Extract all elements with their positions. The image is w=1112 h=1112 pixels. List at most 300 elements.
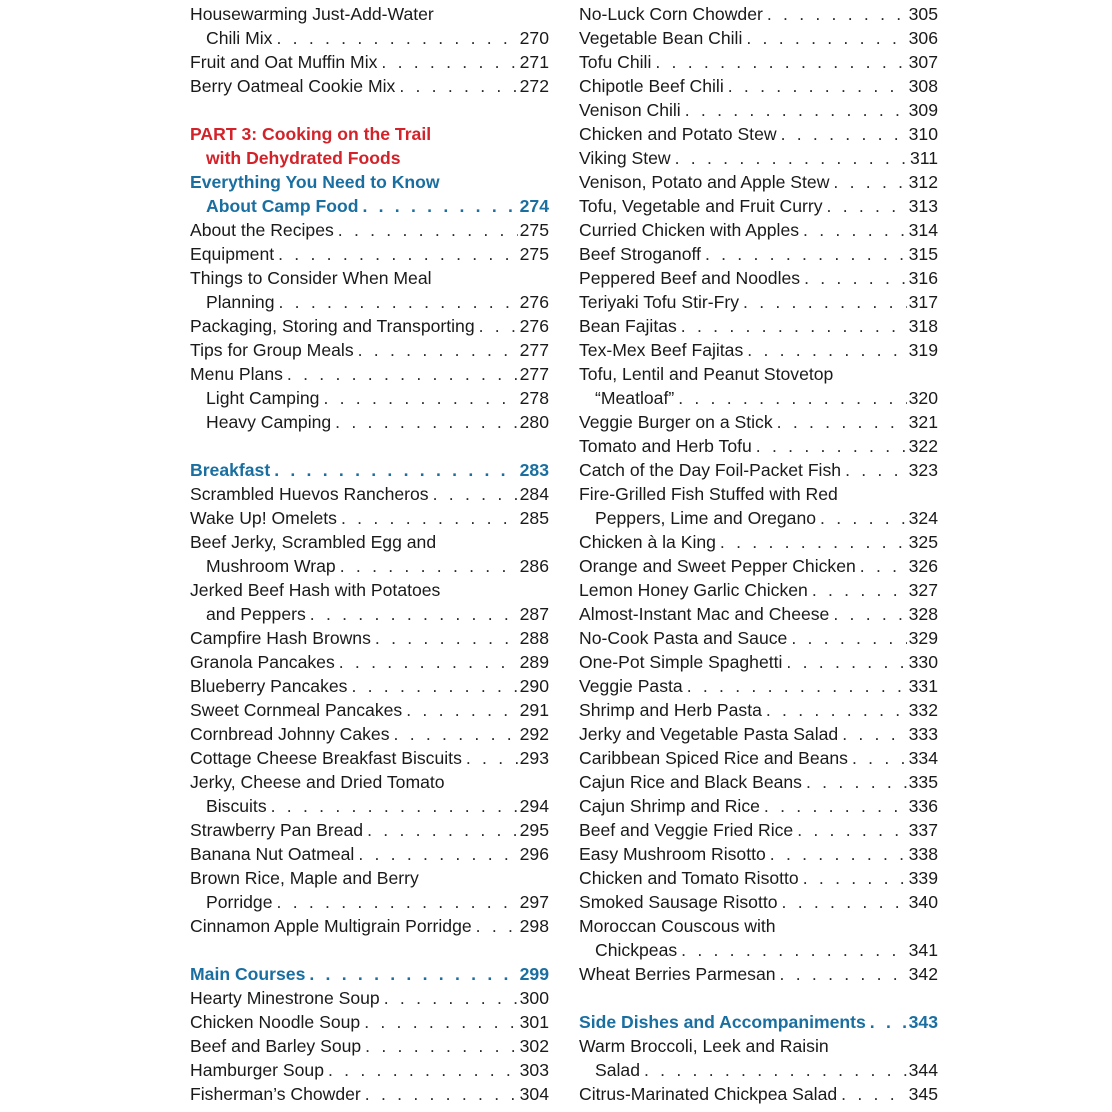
dot-leader xyxy=(770,842,907,866)
page-number: 317 xyxy=(908,292,938,312)
page-number: 277 xyxy=(519,340,549,360)
dot-leader xyxy=(375,626,518,650)
entry-title: Banana Nut Oatmeal xyxy=(190,844,355,864)
toc-entry xyxy=(190,1034,549,1058)
dot-leader xyxy=(365,1082,518,1106)
dot-leader xyxy=(685,98,907,122)
dot-leader xyxy=(323,386,517,410)
toc-entry xyxy=(579,242,938,266)
entry-title: Wheat Berries Parmesan xyxy=(579,964,776,984)
toc-entry xyxy=(579,170,938,194)
toc-entry xyxy=(190,890,549,914)
dot-leader xyxy=(845,458,907,482)
dot-leader xyxy=(797,818,906,842)
dot-leader xyxy=(340,554,518,578)
toc-entry xyxy=(190,650,549,674)
dot-leader xyxy=(720,530,907,554)
entry-title: Jerked Beef Hash with Potatoes xyxy=(190,580,441,600)
entry-title: Viking Stew xyxy=(579,148,671,168)
entry-title: Bean Fajitas xyxy=(579,316,677,336)
entry-title: Jerky, Cheese and Dried Tomato xyxy=(190,772,445,792)
toc-entry xyxy=(579,746,938,770)
entry-title: Venison Chili xyxy=(579,100,681,120)
dot-leader xyxy=(743,290,907,314)
page-number: 288 xyxy=(519,628,549,648)
toc-entry-continued xyxy=(190,578,549,602)
entry-title: One-Pot Simple Spaghetti xyxy=(579,652,783,672)
toc-entry xyxy=(579,890,938,914)
page-number: 299 xyxy=(519,964,549,984)
page-number: 330 xyxy=(908,652,938,672)
page-number: 278 xyxy=(519,388,549,408)
dot-leader xyxy=(791,626,906,650)
entry-title: Strawberry Pan Bread xyxy=(190,820,364,840)
entry-title: Almost-Instant Mac and Cheese xyxy=(579,604,830,624)
toc-entry xyxy=(579,530,938,554)
toc-entry xyxy=(579,194,938,218)
entry-title: with Dehydrated Foods xyxy=(206,148,401,168)
entry-title: Salad xyxy=(595,1060,640,1080)
dot-leader xyxy=(479,314,518,338)
page-number: 313 xyxy=(908,196,938,216)
entry-title: Fruit and Oat Muffin Mix xyxy=(190,52,378,72)
dot-leader xyxy=(335,410,517,434)
dot-leader xyxy=(842,722,906,746)
page-number: 304 xyxy=(519,1084,549,1104)
toc-entry xyxy=(190,818,549,842)
toc-entry xyxy=(579,386,938,410)
page-number: 322 xyxy=(908,436,938,456)
page-number: 300 xyxy=(519,988,549,1008)
toc-entry-continued xyxy=(579,482,938,506)
dot-leader xyxy=(687,674,907,698)
entry-title: Cajun Rice and Black Beans xyxy=(579,772,802,792)
section-spacer xyxy=(190,434,549,458)
page-number: 295 xyxy=(519,820,549,840)
toc-entry xyxy=(190,1082,549,1106)
toc-entry xyxy=(579,650,938,674)
toc-entry xyxy=(190,218,549,242)
entry-title: Planning xyxy=(206,292,275,312)
toc-entry-continued xyxy=(579,914,938,938)
dot-leader xyxy=(365,1034,517,1058)
entry-title: PART 3: Cooking on the Trail xyxy=(190,124,432,144)
entry-title: Citrus-Marinated Chickpea Salad xyxy=(579,1084,838,1104)
section-heading xyxy=(190,962,549,986)
page-number: 270 xyxy=(519,28,549,48)
entry-title: Shrimp and Herb Pasta xyxy=(579,700,762,720)
toc-entry xyxy=(190,506,549,530)
entry-title: Chickpeas xyxy=(595,940,678,960)
entry-title: Vegetable Bean Chili xyxy=(579,28,743,48)
dot-leader xyxy=(338,218,518,242)
toc-entry xyxy=(579,962,938,986)
entry-title: Campfire Hash Browns xyxy=(190,628,371,648)
toc-entry xyxy=(579,146,938,170)
toc-entry xyxy=(190,314,549,338)
toc-entry xyxy=(190,290,549,314)
dot-leader xyxy=(803,866,907,890)
dot-leader xyxy=(644,1058,907,1082)
entry-title: Biscuits xyxy=(206,796,267,816)
toc-entry xyxy=(190,914,549,938)
entry-title: Berry Oatmeal Cookie Mix xyxy=(190,76,396,96)
dot-leader xyxy=(277,890,518,914)
page-number: 338 xyxy=(908,844,938,864)
toc-entry xyxy=(190,746,549,770)
dot-leader xyxy=(367,818,518,842)
dot-leader xyxy=(782,890,907,914)
toc-entry xyxy=(190,1058,549,1082)
page-number: 310 xyxy=(908,124,938,144)
page-number: 319 xyxy=(908,340,938,360)
toc-entry xyxy=(190,986,549,1010)
toc-column-left xyxy=(190,2,549,1106)
page-number: 277 xyxy=(519,364,549,384)
toc-entry xyxy=(190,674,549,698)
toc-entry-continued xyxy=(190,530,549,554)
page-number: 340 xyxy=(908,892,938,912)
dot-leader xyxy=(852,746,907,770)
entry-title: Moroccan Couscous with xyxy=(579,916,776,936)
dot-leader xyxy=(767,2,907,26)
page-number: 291 xyxy=(519,700,549,720)
entry-title: Orange and Sweet Pepper Chicken xyxy=(579,556,856,576)
dot-leader xyxy=(841,1082,906,1106)
section-heading xyxy=(190,458,549,482)
dot-leader xyxy=(833,602,906,626)
toc-entry xyxy=(579,770,938,794)
toc-entry xyxy=(579,26,938,50)
entry-title: Equipment xyxy=(190,244,275,264)
dot-leader xyxy=(705,242,907,266)
section-heading xyxy=(579,1010,938,1034)
page-number: 321 xyxy=(908,412,938,432)
page-number: 345 xyxy=(908,1084,938,1104)
page-number: 332 xyxy=(908,700,938,720)
page-number: 303 xyxy=(519,1060,549,1080)
page-number: 274 xyxy=(519,196,549,216)
entry-title: Tomato and Herb Tofu xyxy=(579,436,752,456)
toc-entry xyxy=(579,314,938,338)
entry-title: Jerky and Vegetable Pasta Salad xyxy=(579,724,839,744)
page-number: 323 xyxy=(908,460,938,480)
toc-entry xyxy=(579,122,938,146)
page-number: 335 xyxy=(908,772,938,792)
toc-entry xyxy=(190,242,549,266)
entry-title: Things to Consider When Meal xyxy=(190,268,432,288)
toc-entry xyxy=(190,794,549,818)
page-number: 301 xyxy=(519,1012,549,1032)
page-number: 280 xyxy=(519,412,549,432)
entry-title: Side Dishes and Accompaniments xyxy=(579,1012,866,1032)
page-number: 309 xyxy=(908,100,938,120)
toc-entry xyxy=(579,338,938,362)
dot-leader xyxy=(358,338,518,362)
page-number: 339 xyxy=(908,868,938,888)
toc-entry xyxy=(579,578,938,602)
entry-title: Peppers, Lime and Oregano xyxy=(595,508,817,528)
dot-leader xyxy=(358,842,517,866)
page-number: 337 xyxy=(908,820,938,840)
toc-entry-continued xyxy=(190,770,549,794)
dot-leader xyxy=(341,506,518,530)
page-number: 306 xyxy=(908,28,938,48)
toc-entry xyxy=(579,434,938,458)
toc-entry xyxy=(579,266,938,290)
entry-title: Veggie Burger on a Stick xyxy=(579,412,773,432)
dot-leader xyxy=(675,146,908,170)
dot-leader xyxy=(803,218,907,242)
page-number: 276 xyxy=(519,292,549,312)
entry-title: Lemon Honey Garlic Chicken xyxy=(579,580,808,600)
page-number: 331 xyxy=(908,676,938,696)
entry-title: No-Luck Corn Chowder xyxy=(579,4,763,24)
entry-title: Scrambled Huevos Rancheros xyxy=(190,484,429,504)
entry-title: Beef and Barley Soup xyxy=(190,1036,362,1056)
dot-leader xyxy=(746,26,906,50)
dot-leader xyxy=(766,698,907,722)
entry-title: Brown Rice, Maple and Berry xyxy=(190,868,419,888)
entry-title: Sweet Cornmeal Pancakes xyxy=(190,700,403,720)
dot-leader xyxy=(328,1058,518,1082)
toc-entry xyxy=(190,626,549,650)
page-number: 341 xyxy=(908,940,938,960)
entry-title: Housewarming Just-Add-Water xyxy=(190,4,434,24)
dot-leader xyxy=(860,554,907,578)
toc-entry xyxy=(190,482,549,506)
toc-entry xyxy=(190,74,549,98)
dot-leader xyxy=(394,722,518,746)
entry-title: Teriyaki Tofu Stir-Fry xyxy=(579,292,740,312)
page-number: 296 xyxy=(519,844,549,864)
dot-leader xyxy=(827,194,907,218)
entry-title: Packaging, Storing and Transporting xyxy=(190,316,475,336)
part-heading xyxy=(190,122,549,146)
page-number: 298 xyxy=(519,916,549,936)
entry-title: and Peppers xyxy=(206,604,306,624)
page-number: 287 xyxy=(519,604,549,624)
toc-entry xyxy=(579,938,938,962)
entry-title: Curried Chicken with Apples xyxy=(579,220,800,240)
page-number: 290 xyxy=(519,676,549,696)
dot-leader xyxy=(780,962,907,986)
toc-entry xyxy=(190,722,549,746)
page-number: 275 xyxy=(519,244,549,264)
entry-title: Cottage Cheese Breakfast Biscuits xyxy=(190,748,462,768)
page-number: 326 xyxy=(908,556,938,576)
page-number: 286 xyxy=(519,556,549,576)
page-number: 302 xyxy=(519,1036,549,1056)
entry-title: Smoked Sausage Risotto xyxy=(579,892,778,912)
toc-column-right xyxy=(579,2,938,1106)
entry-title: No-Cook Pasta and Sauce xyxy=(579,628,788,648)
page-number: 316 xyxy=(908,268,938,288)
page-number: 343 xyxy=(908,1012,938,1032)
entry-title: Mushroom Wrap xyxy=(206,556,336,576)
page-number: 289 xyxy=(519,652,549,672)
dot-leader xyxy=(476,914,518,938)
entry-title: Granola Pancakes xyxy=(190,652,335,672)
dot-leader xyxy=(681,314,907,338)
dot-leader xyxy=(351,674,517,698)
entry-title: “Meatloaf” xyxy=(595,388,675,408)
page-number: 328 xyxy=(908,604,938,624)
entry-title: Catch of the Day Foil-Packet Fish xyxy=(579,460,842,480)
toc-entry-continued xyxy=(579,1034,938,1058)
entry-title: Hearty Minestrone Soup xyxy=(190,988,380,1008)
page-number: 336 xyxy=(908,796,938,816)
entry-title: Chili Mix xyxy=(206,28,273,48)
dot-leader xyxy=(466,746,518,770)
dot-leader xyxy=(781,122,907,146)
dot-leader xyxy=(381,50,517,74)
toc-entry xyxy=(190,410,549,434)
entry-title: Venison, Potato and Apple Stew xyxy=(579,172,830,192)
page-number: 284 xyxy=(519,484,549,504)
entry-title: Tex-Mex Beef Fajitas xyxy=(579,340,744,360)
dot-leader xyxy=(406,698,517,722)
page-number: 318 xyxy=(908,316,938,336)
dot-leader xyxy=(433,482,518,506)
toc-entry xyxy=(579,458,938,482)
dot-leader xyxy=(681,938,906,962)
entry-title: Chipotle Beef Chili xyxy=(579,76,724,96)
toc-entry xyxy=(190,554,549,578)
toc-entry-continued xyxy=(190,866,549,890)
entry-title: Veggie Pasta xyxy=(579,676,683,696)
dot-leader xyxy=(287,362,518,386)
toc-entry xyxy=(579,866,938,890)
part-heading xyxy=(190,146,549,170)
section-spacer xyxy=(579,986,938,1010)
toc-entry-continued xyxy=(190,2,549,26)
page-number: 311 xyxy=(909,148,938,168)
toc-entry xyxy=(579,98,938,122)
page-number: 292 xyxy=(519,724,549,744)
toc-entry xyxy=(190,602,549,626)
entry-title: Beef and Veggie Fried Rice xyxy=(579,820,794,840)
entry-title: Cajun Shrimp and Rice xyxy=(579,796,760,816)
page-number: 272 xyxy=(519,76,549,96)
dot-leader xyxy=(310,602,518,626)
entry-title: Breakfast xyxy=(190,460,271,480)
page-number: 297 xyxy=(519,892,549,912)
toc-entry xyxy=(579,626,938,650)
page-number: 320 xyxy=(908,388,938,408)
dot-leader xyxy=(362,194,517,218)
entry-title: Peppered Beef and Noodles xyxy=(579,268,801,288)
dot-leader xyxy=(678,386,906,410)
entry-title: Hamburger Soup xyxy=(190,1060,324,1080)
entry-title: Chicken Noodle Soup xyxy=(190,1012,361,1032)
page-number: 285 xyxy=(519,508,549,528)
toc-entry xyxy=(579,842,938,866)
dot-leader xyxy=(756,434,907,458)
page-number: 329 xyxy=(908,628,938,648)
entry-title: Everything You Need to Know xyxy=(190,172,440,192)
entry-title: Cornbread Johnny Cakes xyxy=(190,724,390,744)
entry-title: Fisherman’s Chowder xyxy=(190,1084,361,1104)
entry-title: About Camp Food xyxy=(206,196,359,216)
page-number: 275 xyxy=(519,220,549,240)
page-number: 308 xyxy=(908,76,938,96)
entry-title: Tofu, Vegetable and Fruit Curry xyxy=(579,196,823,216)
page-number: 271 xyxy=(519,52,549,72)
toc-entry xyxy=(579,50,938,74)
dot-leader xyxy=(339,650,518,674)
entry-title: Porridge xyxy=(206,892,273,912)
toc-entry xyxy=(190,338,549,362)
dot-leader xyxy=(806,770,907,794)
toc-entry xyxy=(579,1058,938,1082)
toc-entry xyxy=(190,842,549,866)
entry-title: Beef Jerky, Scrambled Egg and xyxy=(190,532,437,552)
toc-entry xyxy=(579,722,938,746)
page-number: 334 xyxy=(908,748,938,768)
toc-entry xyxy=(579,674,938,698)
dot-leader xyxy=(276,26,517,50)
dot-leader xyxy=(820,506,907,530)
page-number: 293 xyxy=(519,748,549,768)
toc-entry xyxy=(579,554,938,578)
toc-entry xyxy=(579,290,938,314)
entry-title: Warm Broccoli, Leek and Raisin xyxy=(579,1036,829,1056)
page-number: 324 xyxy=(908,508,938,528)
toc-entry xyxy=(190,362,549,386)
dot-leader xyxy=(747,338,906,362)
page-number: 315 xyxy=(908,244,938,264)
dot-leader xyxy=(384,986,518,1010)
dot-leader xyxy=(786,650,906,674)
toc-entry xyxy=(190,386,549,410)
toc-entry xyxy=(579,602,938,626)
page-number: 283 xyxy=(519,460,549,480)
toc-entry xyxy=(579,794,938,818)
toc-entry xyxy=(579,74,938,98)
dot-leader xyxy=(655,50,906,74)
dot-leader xyxy=(728,74,907,98)
page-number: 305 xyxy=(908,4,938,24)
dot-leader xyxy=(278,290,517,314)
dot-leader xyxy=(399,74,517,98)
toc-entry xyxy=(579,698,938,722)
entry-title: Chicken and Potato Stew xyxy=(579,124,777,144)
section-heading xyxy=(190,170,549,194)
entry-title: About the Recipes xyxy=(190,220,334,240)
entry-title: Menu Plans xyxy=(190,364,283,384)
toc-entry xyxy=(579,506,938,530)
page-number: 333 xyxy=(908,724,938,744)
toc-entry xyxy=(190,50,549,74)
toc-entry xyxy=(579,2,938,26)
entry-title: Light Camping xyxy=(206,388,320,408)
dot-leader xyxy=(812,578,907,602)
entry-title: Main Courses xyxy=(190,964,306,984)
dot-leader xyxy=(278,242,518,266)
entry-title: Blueberry Pancakes xyxy=(190,676,348,696)
page-number: 307 xyxy=(908,52,938,72)
toc-entry xyxy=(190,698,549,722)
page-number: 294 xyxy=(519,796,549,816)
section-heading xyxy=(190,194,549,218)
entry-title: Easy Mushroom Risotto xyxy=(579,844,766,864)
page-number: 276 xyxy=(519,316,549,336)
page-number: 314 xyxy=(908,220,938,240)
dot-leader xyxy=(274,458,517,482)
dot-leader xyxy=(271,794,518,818)
page-number: 344 xyxy=(908,1060,938,1080)
